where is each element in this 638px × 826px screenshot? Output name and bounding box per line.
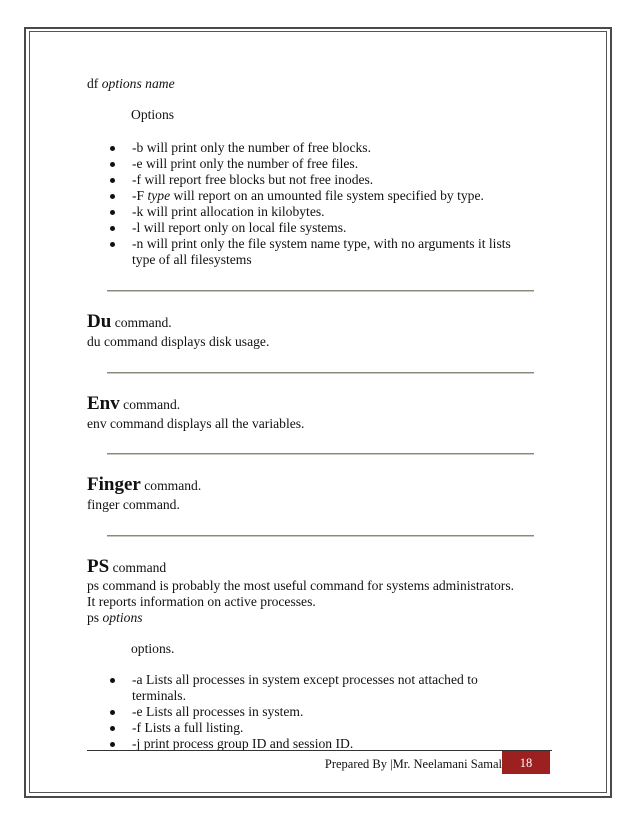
df-options-label: Options	[131, 107, 175, 122]
bullet-icon	[110, 146, 115, 151]
bullet-icon	[110, 162, 115, 167]
list-item: -k will print allocation in kilobytes.	[108, 204, 511, 220]
bullet-icon	[110, 226, 115, 231]
footer-divider	[87, 750, 552, 751]
section-divider	[107, 453, 534, 455]
df-syntax	[87, 76, 175, 92]
bullet-icon	[110, 710, 115, 715]
bullet-icon	[110, 194, 115, 199]
bullet-icon	[110, 242, 115, 247]
finger-title-suffix: command.	[144, 478, 202, 493]
du-heading	[87, 310, 172, 335]
bullet-icon	[110, 210, 115, 215]
env-description: env command displays all the variables.	[87, 416, 305, 431]
ps-syntax	[87, 610, 143, 626]
env-title-suffix: command.	[123, 397, 181, 412]
bullet-icon	[110, 726, 115, 731]
list-item: -f Lists a full listing.	[108, 720, 478, 736]
ps-options-list	[108, 672, 478, 752]
bullet-icon	[110, 178, 115, 183]
ps-title: PS	[87, 556, 110, 577]
env-heading	[87, 392, 180, 417]
footer-prepared-by: Prepared By |Mr. Neelamani Samal	[324, 757, 502, 771]
ps-syntax-args: options	[102, 610, 143, 625]
env-title: Env	[87, 393, 120, 414]
df-options-list	[108, 140, 511, 268]
section-divider	[107, 290, 534, 292]
ps-heading	[87, 555, 166, 580]
section-divider	[107, 372, 534, 374]
page-number-badge: 18	[502, 751, 550, 774]
ps-title-suffix: command	[112, 560, 167, 575]
list-item: -n will print only the file system name type, with no arguments it lists type of all filesystems	[108, 236, 511, 268]
ps-syntax-command: ps	[87, 610, 100, 625]
list-item: -j print process group ID and session ID.	[108, 736, 478, 752]
list-item: -b will print only the number of free blocks.	[108, 140, 511, 156]
section-divider	[107, 535, 534, 537]
ps-description-line2: It reports information on active processes.	[87, 594, 316, 609]
ps-description-line1: ps command is probably the most useful command for systems administrators.	[87, 578, 515, 593]
list-item: -f will report free blocks but not free inodes.	[108, 172, 511, 188]
bullet-icon	[110, 742, 115, 747]
finger-title: Finger	[87, 474, 141, 495]
list-item: -a Lists all processes in system except processes not attached to terminals.	[108, 672, 478, 704]
finger-description: finger command.	[87, 497, 180, 512]
du-title: Du	[87, 311, 112, 332]
du-description: du command displays disk usage.	[87, 334, 270, 349]
ps-options-label: options.	[131, 641, 175, 656]
df-syntax-args: options name	[101, 76, 175, 91]
du-title-suffix: command.	[114, 315, 172, 330]
bullet-icon	[110, 678, 115, 683]
finger-heading	[87, 473, 201, 498]
list-item: -F type will report on an umounted file system specified by type.	[108, 188, 511, 204]
list-item: -l will report only on local file systems.	[108, 220, 511, 236]
list-item: -e will print only the number of free files.	[108, 156, 511, 172]
list-item: -e Lists all processes in system.	[108, 704, 478, 720]
df-syntax-command: df	[87, 76, 99, 91]
